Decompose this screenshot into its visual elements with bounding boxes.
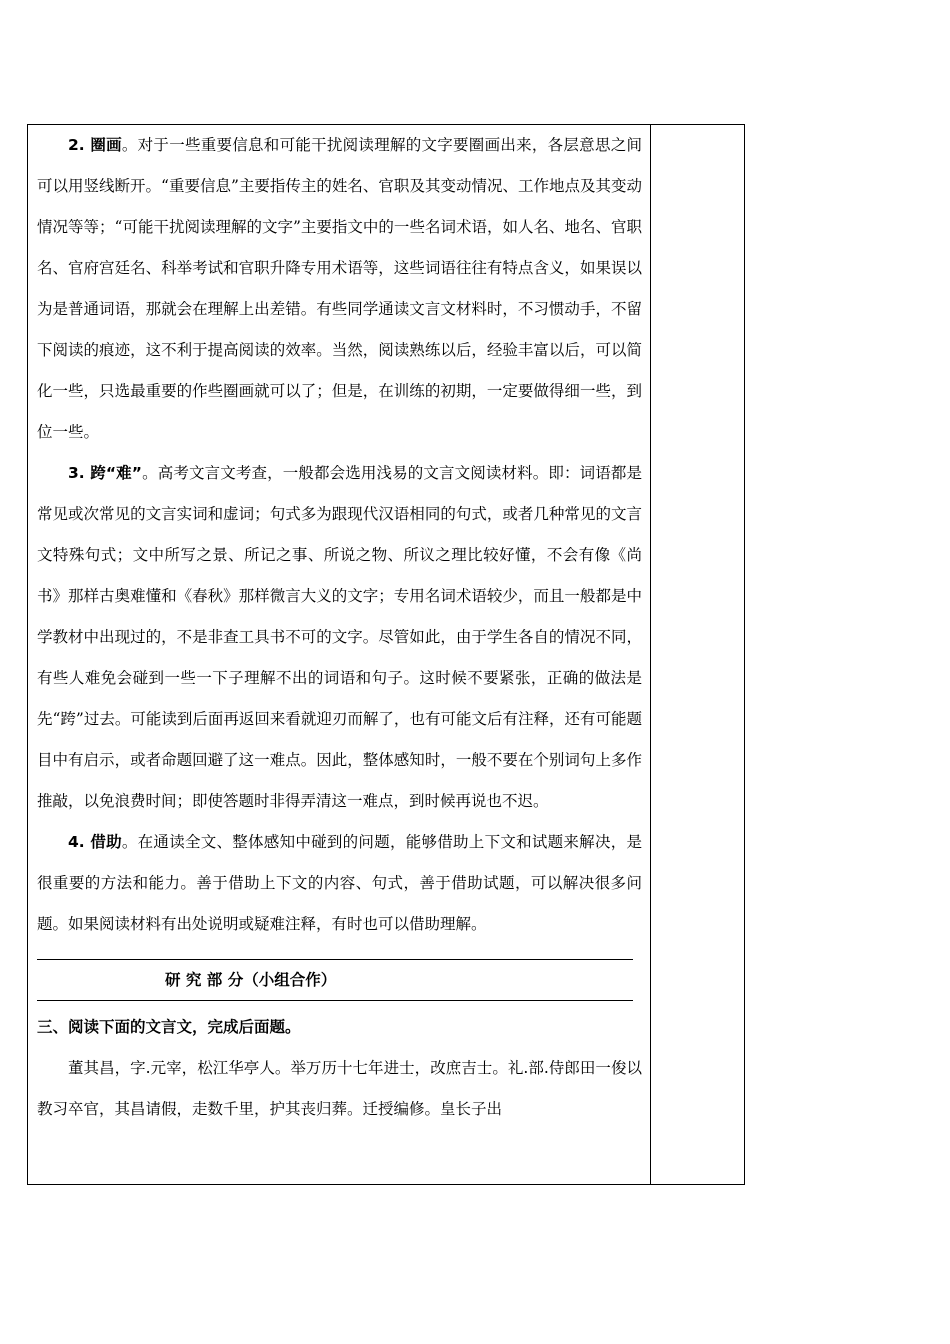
paragraph-skip-difficulty — [37, 453, 642, 822]
column-divider — [650, 125, 651, 1184]
paragraph-text: 。高考文言文考查，一般都会选用浅易的文言文阅读材料。即：词语都是常见或次常见的文言实词和虚词；句式多为跟现代汉语相同的句式，或者几种常见的文言文特殊句式；文中所写之景、所记之事、所说之物、所议之理比较好懂，不会有像《尚书》那样古奥难懂和《春秋》那样微言大义的文字；专用名词术语较少，而且一般都是中学教材中出现过的，不是非查工具书不可的文字。尽管如此，由于学生各自的情况不同，有些人难免会碰到一些一下子理解不出的词语和句子。这时候不要紧张，正确的做法是先“跨”过去。可能读到后面再返回来看就迎刃而解了，也有可能文后有注释，还有可能题目中有启示，或者命题回避了这一难点。因此，整体感知时，一般不要在个别词句上多作推敲，以免浪费时间；即使答题时非得弄清这一难点，到时候再说也不迟。 — [37, 464, 642, 810]
main-column — [37, 125, 642, 1130]
paragraph-text: 。对于一些重要信息和可能干扰阅读理解的文字要圈画出来，各层意思之间可以用竖线断开。“重要信息”主要指传主的姓名、官职及其变动情况、工作地点及其变动情况等等；“可能干扰阅读理解的文字”主要指文中的一些名词术语，如人名、地名、官职名、官府宫廷名、科举考试和官职升降专用术语等，这些词语往往有特点含义，如果误以为是普通词语，那就会在理解上出差错。有些同学通读文言文材料时，不习惯动手，不留下阅读的痕迹，这不利于提高阅读的效率。当然，阅读熟练以后，经验丰富以后，可以简化一些，只选最重要的作些圈画就可以了；但是，在训练的初期，一定要做得细一些，到位一些。 — [37, 136, 642, 441]
paragraph-text: 。在通读全文、整体感知中碰到的问题，能够借助上下文和试题来解决，是很重要的方法和能力。善于借助上下文的内容、句式，善于借助试题，可以解决很多问题。如果阅读材料有出处说明或疑难注释，有时也可以借助理解。 — [37, 833, 642, 933]
classical-passage: 董其昌，字.元宰，松江华亭人。举万历十七年进士，改庶吉士。礼.部.侍郎田一俊以教习卒官，其昌请假，走数千里，护其丧归葬。迁授编修。皇长子出 — [37, 1059, 642, 1118]
page-frame — [27, 124, 745, 1185]
paragraph-borrow-context — [37, 822, 642, 945]
paragraph-term: 4. 借助 — [68, 833, 122, 851]
paragraph-circle-marking — [37, 125, 642, 453]
section-title: 研 究 部 分（小组合作） — [165, 971, 337, 989]
paragraph-term: 3. 跨“难” — [68, 464, 142, 482]
paragraph-term: 2. 圈画 — [68, 136, 122, 154]
question-title: 三、阅读下面的文言文，完成后面题。 — [37, 1018, 301, 1036]
